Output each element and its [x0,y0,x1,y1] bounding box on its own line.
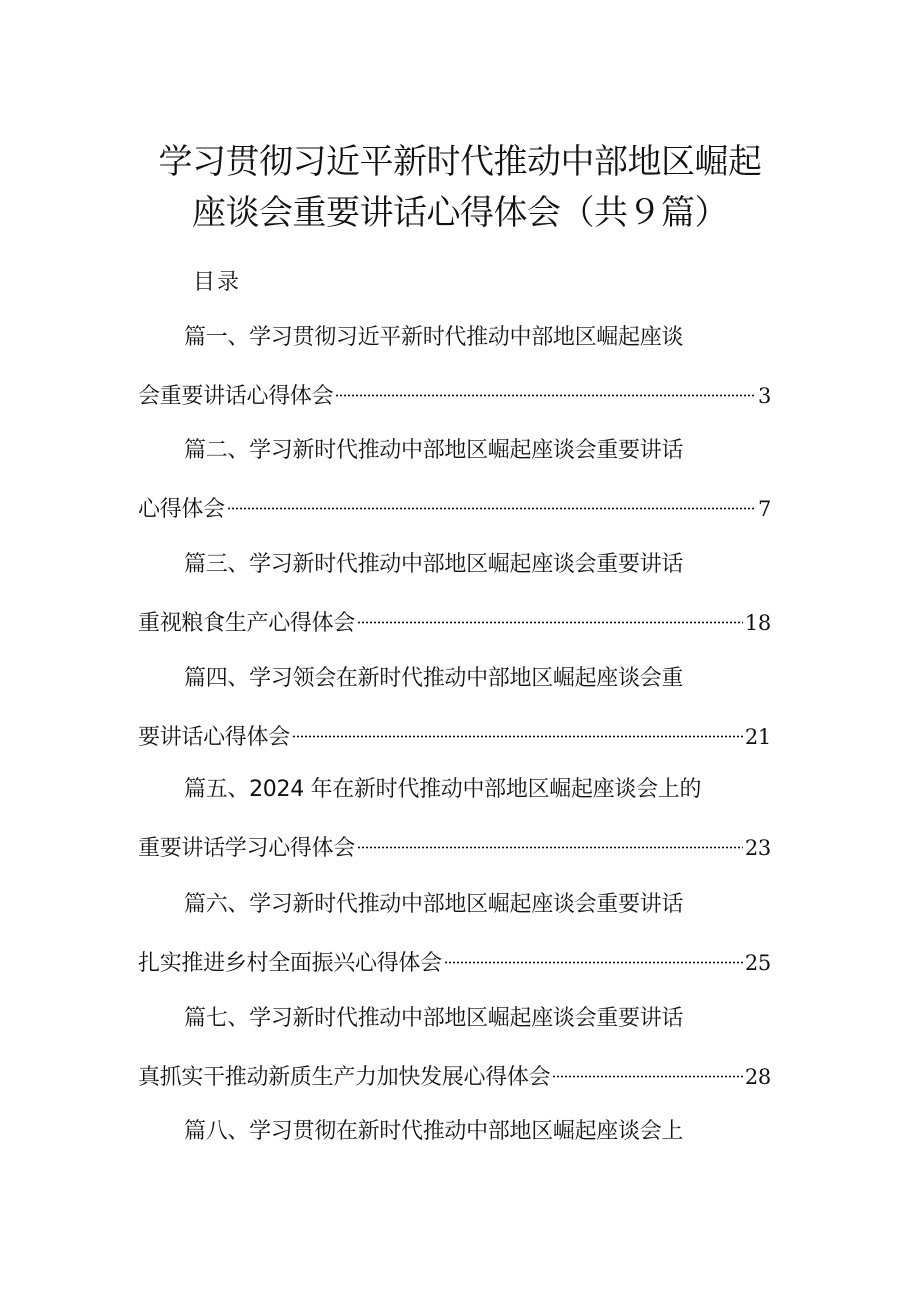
toc-entry-title: 篇三、学习新时代推动中部地区崛起座谈会重要讲话 [184,552,684,577]
toc-entry-title-continued: 会重要讲话心得体会 [138,384,334,409]
dot-leader [444,961,743,964]
toc-entry[interactable] [0,550,920,650]
toc-entry-title-continued: 要讲话心得体会 [138,725,290,750]
toc-page-number: 23 [744,836,771,860]
toc-entry-title-continued: 重视粮食生产心得体会 [138,611,356,636]
toc-page-number: 7 [757,497,771,521]
toc-entry-continuation [138,381,771,411]
toc-entry-title-continued: 真抓实干推动新质生产力加快发展心得体会 [138,1065,551,1090]
toc-entry-title-continued: 扎实推进乡村全面振兴心得体会 [138,951,442,976]
toc-heading: 目录 [193,270,242,295]
document-title-line-2: 座谈会重要讲话心得体会（共９篇） [192,193,728,233]
toc-entry-title-continued: 心得体会 [138,497,225,522]
toc-entry-title: 篇一、学习贯彻习近平新时代推动中部地区崛起座谈 [184,325,684,350]
dot-leader [357,621,743,624]
toc-page-number: 28 [744,1065,771,1089]
dot-leader [552,1075,743,1078]
toc-entry[interactable] [0,890,920,990]
dot-leader [292,735,743,738]
toc-entry-title: 篇七、学习新时代推动中部地区崛起座谈会重要讲话 [184,1006,684,1031]
toc-page-number: 3 [757,384,771,408]
toc-entry-title: 篇六、学习新时代推动中部地区崛起座谈会重要讲话 [184,892,684,917]
document-title-line-1: 学习贯彻习近平新时代推动中部地区崛起 [158,142,762,182]
toc-entry[interactable] [0,323,920,423]
toc-entry[interactable] [0,436,920,536]
toc-entry-title: 篇二、学习新时代推动中部地区崛起座谈会重要讲话 [184,438,684,463]
toc-entry[interactable] [0,1117,920,1217]
toc-entry-continuation [138,833,771,863]
toc-entry-continuation [138,948,771,978]
toc-entry-continuation [138,608,771,638]
toc-entry-title: 篇四、学习领会在新时代推动中部地区崛起座谈会重 [184,666,684,691]
dot-leader [227,507,756,510]
toc-page-number: 25 [744,951,771,975]
toc-page-number: 18 [744,611,771,635]
toc-entry-continuation [138,1062,771,1092]
toc-entry-continuation [138,722,771,752]
toc-entry[interactable] [0,1004,920,1104]
toc-entry-continuation [138,494,771,524]
toc-page-number: 21 [744,725,771,749]
toc-entry-title: 篇八、学习贯彻在新时代推动中部地区崛起座谈会上 [184,1119,684,1144]
toc-entry-title-continued: 重要讲话学习心得体会 [138,836,356,861]
toc-entry-title: 篇五、2024 年在新时代推动中部地区崛起座谈会上的 [184,777,702,802]
dot-leader [335,394,756,397]
toc-entry[interactable] [0,775,920,875]
dot-leader [357,846,743,849]
toc-entry[interactable] [0,664,920,764]
